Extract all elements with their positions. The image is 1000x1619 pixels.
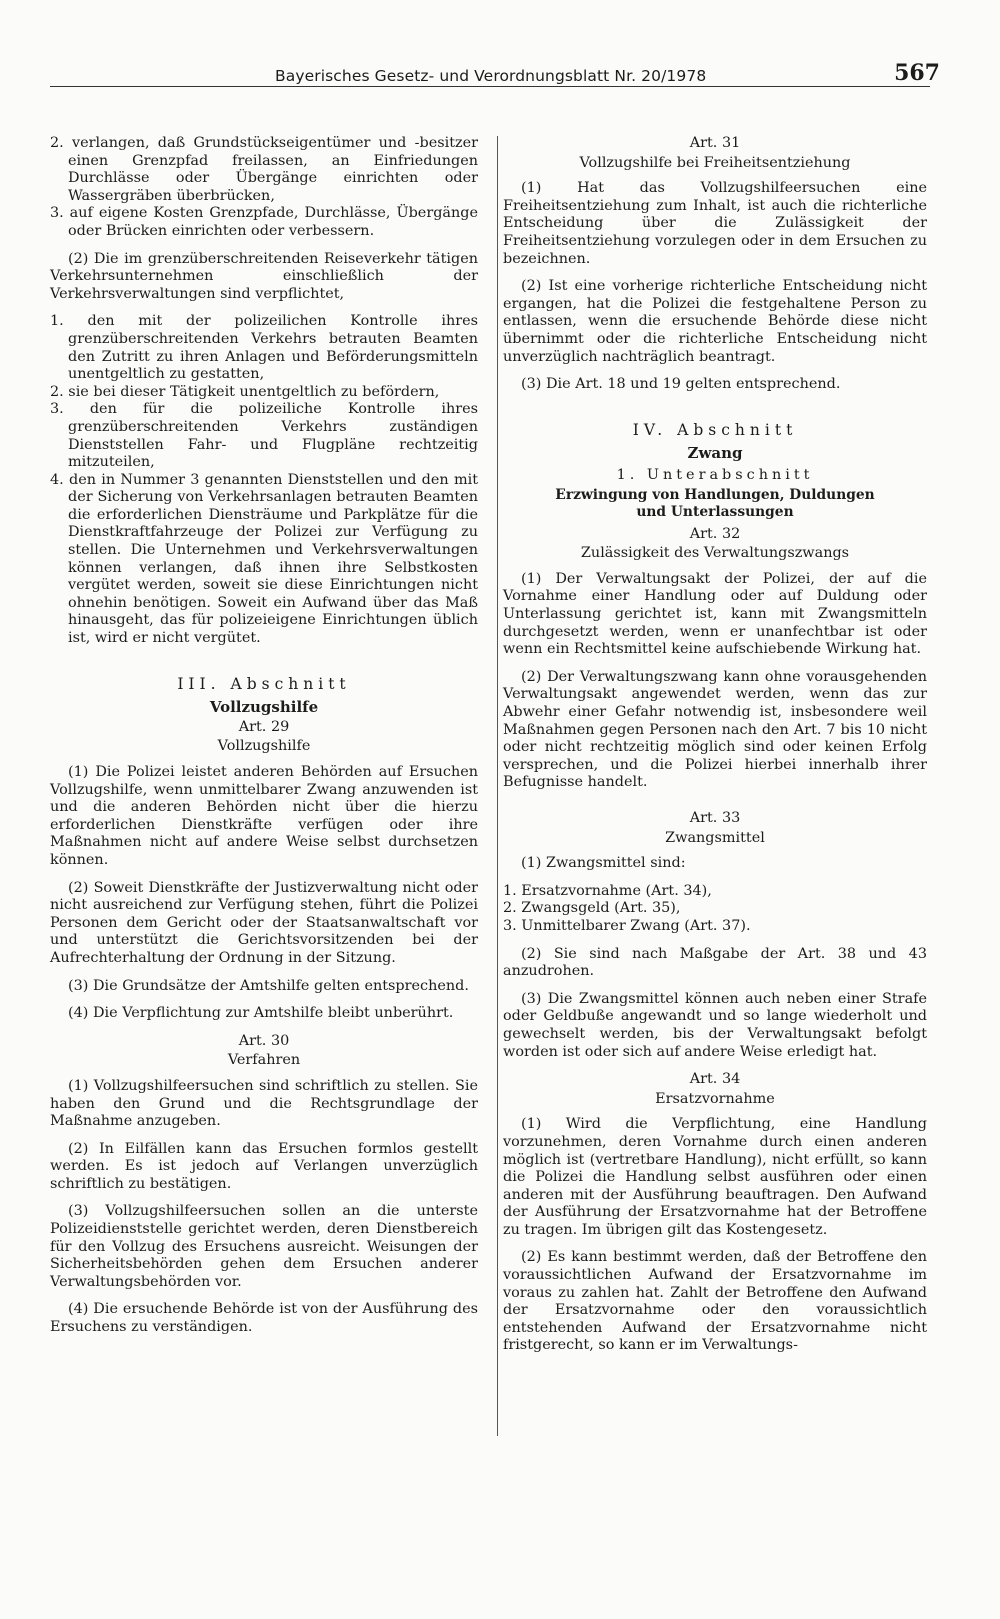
header-rule bbox=[50, 86, 930, 87]
list-item: 2. verlangen, daß Grundstückseigentümer und -besitzer einen Grenzpfad freilassen, an Einfriedungen Durchlässe oder Übergänge einrichten oder Wassergräben überbrücken, bbox=[50, 135, 478, 204]
paragraph: (3) Die Zwangsmittel können auch neben einer Strafe oder Geldbuße angewandt und so lange wiederholt und gewechselt werden, bis der Verwaltungsakt befolgt worden ist oder sich auf andere Weise erledigt hat. bbox=[503, 990, 927, 1060]
article-title: Vollzugshilfe bei Freiheitsentziehung bbox=[579, 154, 851, 171]
list-item: 4. den in Nummer 3 genannten Dienststellen und den mit der Sicherung von Verkehrsanlagen betrauten Beamten die erforderlichen Diensträume und Parkplätze für die Dienstkraftfahrzeuge der Polizei zur Verfügung zu stellen. Die Unternehmen und Verkehrsverwaltungen können verlangen, daß ihnen ihre Selbstkosten vergütet werden, soweit sie diese Einrichtungen nicht ohnehin benötigen. Soweit ein Aufwand über das Maß hinausgeht, das für polizeieigene Einrichtungen üblich ist, wird er nicht vergütet. bbox=[50, 471, 478, 647]
list-item: 2. Zwangsgeld (Art. 35), bbox=[503, 900, 681, 917]
article-title: Zulässigkeit des Verwaltungszwangs bbox=[580, 545, 850, 562]
paragraph: (1) Vollzugshilfeersuchen sind schriftlich zu stellen. Sie haben den Grund und die Rechtsgrundlage der Maßnahme anzugeben. bbox=[50, 1077, 478, 1130]
paragraph: (1) Die Polizei leistet anderen Behörden auf Ersuchen Vollzugshilfe, wenn unmittelbarer Zwang anzuwenden ist und die anderen Behörden nicht über die hierzu erforderlichen Dienstkräfte verfügen oder ihre Maßnahmen nicht auf andere Weise selbst durchsetzen können. bbox=[50, 764, 478, 868]
paragraph: (2) Ist eine vorherige richterliche Entscheidung nicht ergangen, hat die Polizei die festgehaltene Person zu entlassen, wenn die ersuchende Behörde diese nicht übernimmt oder die richterliche Entscheidung nicht unverzüglich nachträglich beantragt. bbox=[503, 278, 927, 365]
list-item: 3. Unmittelbarer Zwang (Art. 37). bbox=[503, 917, 751, 934]
paragraph: (4) Die ersuchende Behörde ist von der Ausführung des Ersuchens zu verständigen. bbox=[50, 1301, 478, 1336]
right-column bbox=[503, 135, 927, 1365]
article-title: Ersatzvornahme bbox=[655, 1090, 775, 1107]
paragraph: (2) Es kann bestimmt werden, daß der Betroffene den voraussichtlichen Aufwand der Ersatzvornahme im voraus zu zahlen hat. Zahlt der Betroffene den Aufwand der Ersatzvornahme oder den voraussichtlich entstehenden Aufwand der Ersatzvornahme nicht fristgerecht, so kann er im Verwaltungs- bbox=[503, 1249, 927, 1354]
article-title: Verfahren bbox=[227, 1052, 301, 1069]
article-heading: Art. 32 bbox=[689, 525, 741, 542]
left-column bbox=[50, 135, 478, 1347]
article-title: Zwangsmittel bbox=[665, 829, 765, 846]
paragraph: (3) Die Grundsätze der Amtshilfe gelten entsprechend. bbox=[68, 977, 469, 994]
section-title: Zwang bbox=[687, 444, 743, 463]
article-heading: Art. 34 bbox=[689, 1071, 741, 1088]
paragraph: (2) Die im grenzüberschreitenden Reiseverkehr tätigen Verkehrsunternehmen einschließlich der Verkehrsverwaltungen sind verpflichtet, bbox=[50, 250, 478, 302]
paragraph: (4) Die Verpflichtung zur Amtshilfe bleibt unberührt. bbox=[68, 1005, 454, 1022]
paragraph: (3) Vollzugshilfeersuchen sollen an die unterste Polizeidienststelle gerichtet werden, deren Dienstbereich für den Vollzug des Ersuchens ausreicht. Weisungen der Sicherheitsbehörden gehen dem Ersuchen anderer Verwaltungsbehörden vor. bbox=[50, 1203, 478, 1290]
section-title: Vollzugshilfe bbox=[209, 698, 319, 717]
section-heading: III. Abschnitt bbox=[177, 674, 351, 693]
list-item: 1. den mit der polizeilichen Kontrolle ihres grenzüberschreitenden Verkehrs betrauten Beamten den Zutritt zu ihren Anlagen und Beförderungsmitteln unentgeltlich zu gestatten, bbox=[50, 313, 478, 383]
list-item: 2. sie bei dieser Tätigkeit unentgeltlich zu befördern, bbox=[50, 383, 440, 400]
paragraph: (2) Sie sind nach Maßgabe der Art. 38 und 43 anzudrohen. bbox=[503, 945, 927, 980]
article-heading: Art. 33 bbox=[689, 810, 741, 826]
subsection-title-line-2: und Unterlassungen bbox=[636, 504, 794, 521]
list-item: 3. auf eigene Kosten Grenzpfade, Durchlässe, Übergänge oder Brücken einrichten oder verbessern. bbox=[50, 205, 478, 239]
paragraph: (1) Wird die Verpflichtung, eine Handlung vorzunehmen, deren Vornahme durch einen anderen möglich ist (vertretbare Handlung), nicht erfüllt, so kann die Polizei die Handlung selbst ausführen oder einen anderen mit der Ausführung beauftragen. Den Aufwand der Ausführung der Ersatzvornahme hat der Betroffene zu tragen. Im übrigen gilt das Kostengesetz. bbox=[503, 1116, 927, 1238]
page-header bbox=[50, 60, 940, 88]
subsection-title bbox=[503, 487, 927, 522]
subsection-title-line-1: Erzwingung von Handlungen, Duldungen bbox=[555, 486, 875, 503]
section-heading: IV. Abschnitt bbox=[632, 420, 798, 439]
paragraph: (1) Der Verwaltungsakt der Polizei, der auf die Vornahme einer Handlung oder auf Duldung oder Unterlassung gerichtet ist, kann mit Zwangsmitteln durchgesetzt werden, wenn er unanfechtbar ist oder wenn ein Rechtsmittel keine aufschiebende Wirkung hat. bbox=[503, 570, 927, 658]
article-heading: Art. 29 bbox=[238, 718, 290, 735]
paragraph: (2) Soweit Dienstkräfte der Justizverwaltung nicht oder nicht ausreichend zur Verfügung stehen, führt die Polizei Personen dem Gericht oder der Staatsanwaltschaft vor und unterstützt die Gerichtsvorsitzenden bei der Aufrechterhaltung der Ordnung in der Sitzung. bbox=[50, 879, 478, 966]
list-item: 1. Ersatzvornahme (Art. 34), bbox=[503, 882, 712, 899]
list-item: 3. den für die polizeiliche Kontrolle ihres grenzüberschreitenden Verkehrs zuständigen Dienststellen Fahr- und Flugpläne rechtzeitig mitzuteilen, bbox=[50, 401, 478, 471]
running-title: Bayerisches Gesetz- und Verordnungsblatt Nr. 20/1978 bbox=[275, 67, 707, 85]
paragraph: (3) Die Art. 18 und 19 gelten entsprechend. bbox=[521, 376, 841, 393]
paragraph: (2) Der Verwaltungszwang kann ohne vorausgehenden Verwaltungsakt angewendet werden, wenn das zur Abwehr einer Gefahr notwendig ist, insbesondere weil Maßnahmen gegen Personen nach den Art. 7 bis 10 nicht oder nicht rechtzeitig möglich sind oder keinen Erfolg versprechen, und die Polizei hierbei innerhalb ihrer Befugnisse handelt. bbox=[503, 668, 927, 791]
column-divider bbox=[497, 136, 498, 1436]
paragraph: (1) Hat das Vollzugshilfeersuchen eine Freiheitsentziehung zum Inhalt, ist auch die richterliche Entscheidung über die Zulässigkeit der Freiheitsentziehung vorzulegen oder in dem Ersuchen zu bezeichnen. bbox=[503, 180, 927, 267]
article-title: Vollzugshilfe bbox=[217, 738, 311, 755]
paragraph: (2) In Eilfällen kann das Ersuchen formlos gestellt werden. Es ist jedoch auf Verlangen unverzüglich schriftlich zu bestätigen. bbox=[50, 1140, 478, 1192]
page-number: 567 bbox=[894, 60, 940, 86]
paragraph: (1) Zwangsmittel sind: bbox=[521, 855, 686, 872]
subsection-heading: 1. Unterabschnitt bbox=[616, 466, 814, 483]
article-heading: Art. 30 bbox=[238, 1032, 290, 1049]
article-heading: Art. 31 bbox=[689, 135, 741, 151]
